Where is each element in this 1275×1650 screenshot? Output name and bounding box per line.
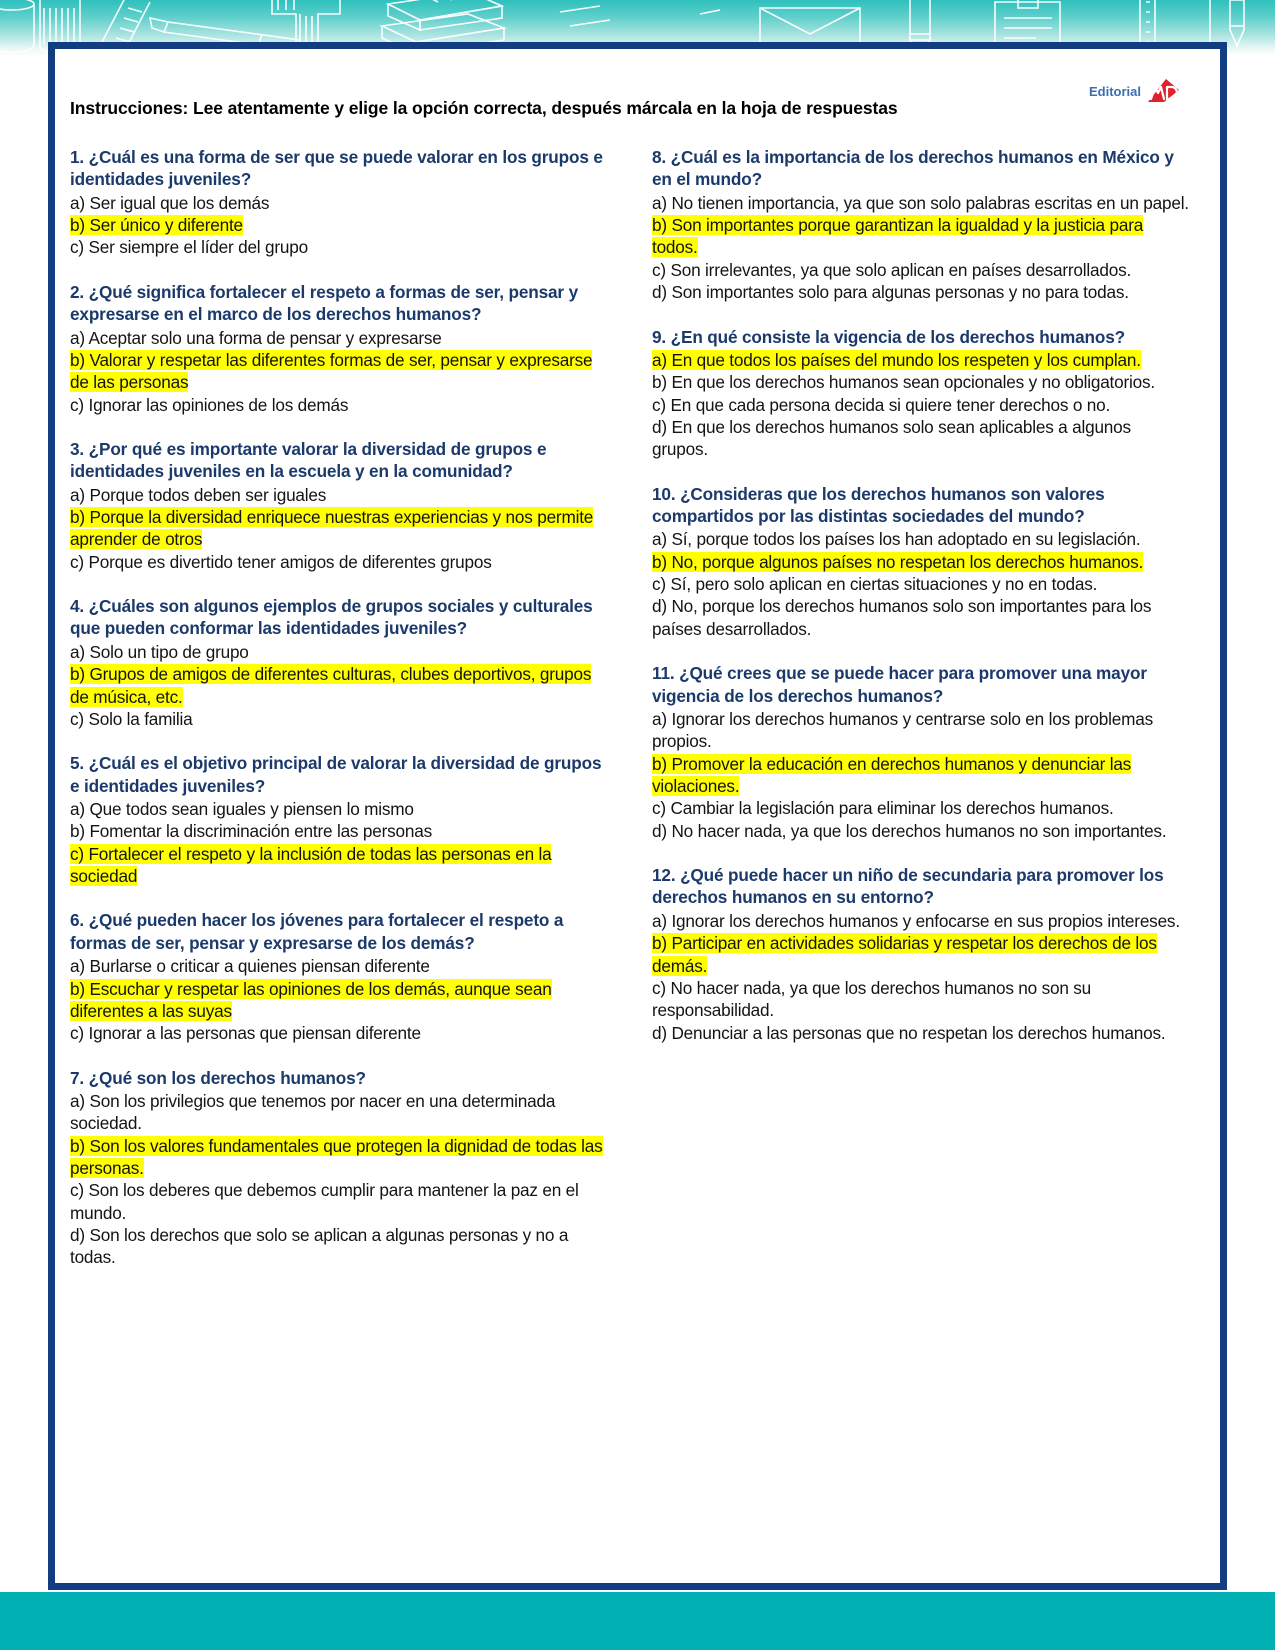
answer-option[interactable]: d) En que los derechos humanos solo sean aplicables a algunos grupos. (652, 416, 1131, 460)
question-text: 10. ¿Consideras que los derechos humanos son valores compartidos por las distintas sociedades del mundo? (652, 483, 1105, 527)
answer-option[interactable]: a) Ser igual que los demás (70, 192, 270, 213)
answer-option-highlighted[interactable] (70, 978, 608, 1023)
answer-option[interactable]: d) Denunciar a las personas que no respetan los derechos humanos. (652, 1022, 1166, 1043)
highlight-mark: b) Porque la diversidad enriquece nuestras experiencias y nos permite aprender de otros (70, 507, 594, 550)
question-block (70, 752, 608, 887)
answer-option-highlighted[interactable] (70, 506, 608, 551)
question-text: 3. ¿Por qué es importante valorar la diversidad de grupos e identidades juveniles en la escuela y en la comunidad? (70, 438, 547, 482)
answer-option[interactable]: c) Son irrelevantes, ya que solo aplican en países desarrollados. (652, 259, 1132, 280)
worksheet-content (70, 78, 1190, 1269)
answer-option[interactable]: a) Son los privilegios que tenemos por nacer en una determinada sociedad. (70, 1090, 556, 1134)
question-block (652, 483, 1190, 641)
answer-option[interactable]: d) No, porque los derechos humanos solo son importantes para los países desarrollados. (652, 596, 1152, 639)
answer-option-highlighted[interactable] (70, 214, 608, 236)
left-question-column (70, 146, 608, 1269)
question-block (652, 146, 1190, 304)
answer-option[interactable]: c) Porque es divertido tener amigos de diferentes grupos (70, 551, 492, 572)
answer-option[interactable]: c) No hacer nada, ya que los derechos humanos no son su responsabilidad. (652, 977, 1092, 1021)
question-block (652, 662, 1190, 842)
question-text: 11. ¿Qué crees que se puede hacer para promover una mayor vigencia de los derechos humanos? (652, 663, 1147, 706)
header-row (70, 78, 1190, 124)
answer-option[interactable]: c) En que cada persona decida si quiere tener derechos o no. (652, 394, 1111, 415)
answer-option-highlighted[interactable] (652, 753, 1190, 798)
answer-option-highlighted[interactable] (652, 551, 1190, 573)
question-block (70, 438, 608, 573)
highlight-mark: b) Son importantes porque garantizan la igualdad y la justicia para todos. (652, 215, 1144, 258)
answer-option[interactable]: c) Ignorar a las personas que piensan diferente (70, 1023, 421, 1044)
question-block (70, 1067, 608, 1269)
editorial-md-logo (1089, 78, 1180, 104)
highlight-mark: b) No, porque algunos países no respetan los derechos humanos. (652, 551, 1144, 572)
questions-columns (70, 146, 1190, 1269)
highlight-mark: a) En que todos los países del mundo los respeten y los cumplan. (652, 349, 1141, 370)
answer-option[interactable]: a) Sí, porque todos los países los han adoptado en su legislación. (652, 529, 1141, 550)
answer-option-highlighted[interactable] (652, 932, 1190, 977)
highlight-mark: b) Son los valores fundamentales que protegen la dignidad de todas las personas. (70, 1135, 603, 1179)
question-text: 7. ¿Qué son los derechos humanos? (70, 1067, 366, 1088)
question-block (70, 146, 608, 259)
right-question-column (652, 146, 1190, 1269)
highlight-mark: b) Escuchar y respetar las opiniones de los demás, aunque sean diferentes a las suyas (70, 978, 552, 1021)
question-text: 9. ¿En qué consiste la vigencia de los derechos humanos? (652, 326, 1125, 347)
answer-option[interactable]: d) No hacer nada, ya que los derechos humanos no son importantes. (652, 820, 1167, 841)
answer-option[interactable]: c) Sí, pero solo aplican en ciertas situaciones y no en todas. (652, 574, 1098, 595)
answer-option[interactable]: b) En que los derechos humanos sean opcionales y no obligatorios. (652, 372, 1155, 393)
logo-word-editorial: Editorial (1088, 83, 1141, 99)
question-text: 6. ¿Qué pueden hacer los jóvenes para fortalecer el respeto a formas de ser, pensar y expresarse de los demás? (70, 910, 564, 953)
highlight-mark: b) Ser único y diferente (70, 215, 243, 236)
answer-option[interactable]: c) Cambiar la legislación para eliminar los derechos humanos. (652, 798, 1114, 819)
answer-option[interactable]: a) Ignorar los derechos humanos y enfocarse en sus propios intereses. (652, 910, 1180, 931)
highlight-mark: b) Participar en actividades solidarias y respetar los derechos de los demás. (652, 933, 1157, 976)
answer-option[interactable]: c) Son los deberes que debemos cumplir para mantener la paz en el mundo. (70, 1180, 579, 1223)
question-text: 1. ¿Cuál es una forma de ser que se puede valorar en los grupos e identidades juveniles? (70, 147, 603, 190)
question-block (70, 909, 608, 1044)
answer-option[interactable]: a) No tienen importancia, ya que son solo palabras escritas en un papel. (652, 192, 1189, 213)
question-block (70, 595, 608, 730)
question-block (652, 864, 1190, 1044)
answer-option[interactable]: d) Son importantes solo para algunas personas y no para todas. (652, 282, 1129, 303)
question-block (652, 326, 1190, 461)
bottom-teal-band (0, 1592, 1275, 1650)
answer-option[interactable]: b) Fomentar la discriminación entre las personas (70, 821, 433, 842)
highlight-mark: c) Fortalecer el respeto y la inclusión de todas las personas en la sociedad (70, 843, 552, 887)
highlight-mark: b) Grupos de amigos de diferentes culturas, clubes deportivos, grupos de música, etc. (70, 664, 592, 707)
answer-option[interactable]: c) Solo la familia (70, 708, 193, 729)
highlight-mark: b) Valorar y respetar las diferentes formas de ser, pensar y expresarse de las personas (70, 349, 593, 393)
answer-option-highlighted[interactable] (70, 1135, 608, 1180)
question-text: 4. ¿Cuáles son algunos ejemplos de grupos sociales y culturales que pueden conformar las identidades juveniles? (70, 596, 593, 639)
answer-option[interactable]: a) Aceptar solo una forma de pensar y expresarse (70, 327, 442, 348)
question-block (70, 281, 608, 416)
answer-option[interactable]: a) Que todos sean iguales y piensen lo mismo (70, 798, 414, 819)
instructions-text: Instrucciones: Lee atentamente y elige la opción correcta, después márcala en la hoja de respuestas (70, 98, 898, 118)
answer-option[interactable]: a) Solo un tipo de grupo (70, 641, 249, 662)
answer-option[interactable]: a) Burlarse o criticar a quienes piensan diferente (70, 956, 430, 977)
answer-option[interactable]: a) Porque todos deben ser iguales (70, 484, 327, 505)
question-text: 2. ¿Qué significa fortalecer el respeto a formas de ser, pensar y expresarse en el marco de los derechos humanos? (70, 281, 578, 325)
question-text: 12. ¿Qué puede hacer un niño de secundaria para promover los derechos humanos en su entorno? (652, 865, 1164, 908)
md-triangle-icon (1146, 78, 1180, 104)
answer-option-highlighted[interactable] (652, 214, 1190, 259)
answer-option-highlighted[interactable] (70, 349, 608, 394)
answer-option[interactable]: c) Ignorar las opiniones de los demás (70, 394, 349, 415)
answer-option[interactable]: a) Ignorar los derechos humanos y centrarse solo en los problemas propios. (652, 708, 1153, 752)
answer-option[interactable]: c) Ser siempre el líder del grupo (70, 237, 308, 258)
answer-option[interactable]: d) Son los derechos que solo se aplican a algunas personas y no a todas. (70, 1225, 569, 1268)
answer-option-highlighted[interactable] (70, 843, 608, 888)
highlight-mark: b) Promover la educación en derechos humanos y denunciar las violaciones. (652, 753, 1132, 796)
question-text: 8. ¿Cuál es la importancia de los derechos humanos en México y en el mundo? (652, 147, 1174, 190)
answer-option-highlighted[interactable] (652, 349, 1190, 371)
question-text: 5. ¿Cuál es el objetivo principal de valorar la diversidad de grupos e identidades juveniles? (70, 753, 602, 796)
answer-option-highlighted[interactable] (70, 663, 608, 708)
